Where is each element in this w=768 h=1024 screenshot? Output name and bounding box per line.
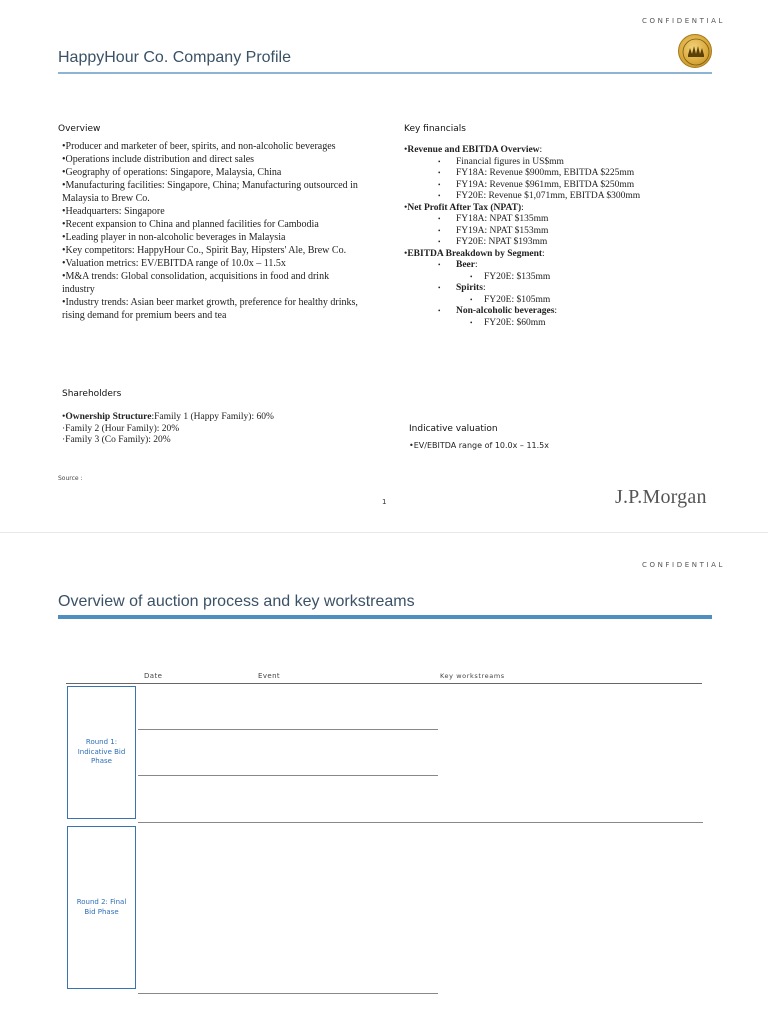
logo-emblem-icon [679,35,713,69]
overview-item: •Industry trends: Asian beer market growth, preference for healthy drinks, rising demand for premium beers and tea [62,297,358,321]
company-logo [678,34,712,68]
overview-item: •Key competitors: HappyHour Co., Spirit Bay, Hipsters' Ale, Brew Co. [62,245,347,256]
revenue-item: • FY20E: Revenue $1,071mm, EBITDA $300mm [438,191,641,201]
column-header-date: Date [144,672,163,680]
overview-item: •Geography of operations: Singapore, Malaysia, China [62,167,282,178]
revenue-heading: •Revenue and EBITDA Overview: [404,145,543,155]
slide2-title: Overview of auction process and key workstreams [58,593,415,610]
overview-item: •Headquarters: Singapore [62,206,165,217]
confidential-label: CONFIDENTIAL [642,17,726,25]
financials-heading: Key financials [404,124,466,134]
financials-list [404,145,724,329]
revenue-item: • FY18A: Revenue $900mm, EBITDA $225mm [438,168,635,178]
overview-heading: Overview [58,124,101,134]
shareholders-list [62,412,362,447]
revenue-item: • Financial figures in US$mm [438,156,564,167]
overview-item: •Leading player in non-alcoholic beverages in Malaysia [62,232,286,243]
segment-name: • Beer: [438,260,478,270]
brand-logo: J.P.Morgan [615,486,707,508]
round-separator-rule [138,822,703,823]
round-1-label: Round 1: Indicative Bid Phase [77,738,126,766]
segment-value: • FY20E: $60mm [470,317,546,328]
round-1-row-rule [138,729,438,730]
shareholder-item: ·Family 3 (Co Family): 20% [62,435,171,445]
shareholder-item: ·Family 2 (Hour Family): 20% [62,423,180,434]
segment-heading: •EBITDA Breakdown by Segment: [404,248,545,259]
header-rule [66,683,702,684]
overview-item: •Valuation metrics: EV/EBITDA range of 10.0x – 11.5x [62,258,286,269]
round-1-box [67,686,136,819]
confidential-label: CONFIDENTIAL [642,561,726,569]
valuation-text: •EV/EBITDA range of 10.0x – 11.5x [409,441,550,450]
npat-item: • FY20E: NPAT $193mm [438,237,548,247]
npat-heading: •Net Profit After Tax (NPAT): [404,202,524,213]
npat-item: • FY18A: NPAT $135mm [438,214,549,224]
page-number: 1 [382,498,387,506]
column-header-event: Event [258,672,281,680]
valuation-heading: Indicative valuation [409,424,498,434]
ownership-structure: •Ownership Structure:Family 1 (Happy Family): 60% [62,412,274,422]
overview-item: •Recent expansion to China and planned facilities for Cambodia [62,219,319,230]
round-2-row-rule [138,993,438,994]
revenue-item: • FY19A: Revenue $961mm, EBITDA $250mm [438,179,635,190]
segment-name: • Non-alcoholic beverages: [438,306,558,316]
segment-name: • Spirits: [438,283,486,293]
page-separator [0,532,768,533]
round-2-box [67,826,136,989]
page-title: HappyHour Co. Company Profile [58,49,291,66]
round-2-label: Round 2: Final Bid Phase [76,898,127,916]
slide2-title-rule [58,615,712,619]
source-note: Source : [58,475,83,482]
column-header-workstreams: Key workstreams [440,672,505,680]
overview-item: •M&A trends: Global consolidation, acquisitions in food and drink industry [62,271,330,295]
title-rule [58,72,712,74]
overview-item: •Producer and marketer of beer, spirits, and non-alcoholic beverages [62,141,336,152]
shareholders-heading: Shareholders [62,389,122,399]
segment-value: • FY20E: $105mm [470,294,551,305]
segment-value: • FY20E: $135mm [470,271,551,282]
overview-item: •Operations include distribution and direct sales [62,154,255,165]
npat-item: • FY19A: NPAT $153mm [438,225,549,236]
overview-list [62,140,362,322]
round-1-row-rule [138,775,438,776]
overview-item: •Manufacturing facilities: Singapore, China; Manufacturing outsourced in Malaysia to Brew Co. [62,180,358,204]
